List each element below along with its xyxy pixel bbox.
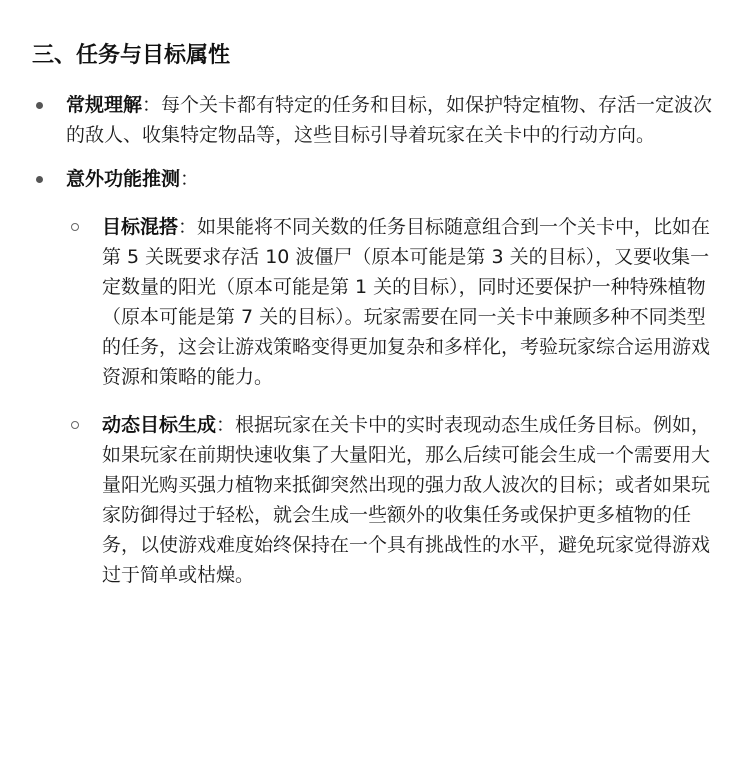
bullet-list xyxy=(32,90,721,590)
sub-item-text: 根据玩家在关卡中的实时表现动态生成任务目标。例如，如果玩家在前期快速收集了大量阳光，那么后续可能会生成一个需要用大量阳光购买强力植物来抵御突然出现的强力敌人波次的目标；或者如果玩家防御得过于轻松，就会生成一些额外的收集任务或保护更多植物的任务，以使游戏难度始终保持在一个具有挑战性的水平，避免玩家觉得游戏过于简单或枯燥。 xyxy=(102,414,711,586)
list-item-regular-understanding xyxy=(32,90,721,150)
section-heading: 三、任务与目标属性 xyxy=(32,43,231,68)
item-text: 每个关卡都有特定的任务和目标，如保护特定植物、存活一定波次的敌人、收集特定物品等，这些目标引导着玩家在关卡中的行动方向。 xyxy=(66,94,713,146)
item-separator: ： xyxy=(142,94,162,116)
sub-bullet-list xyxy=(66,212,721,590)
sub-item-separator: ： xyxy=(178,216,198,238)
item-separator: ： xyxy=(180,168,200,190)
item-term: 常规理解 xyxy=(66,94,143,116)
bullet-circle-icon xyxy=(71,421,79,429)
sub-item-goal-mixing xyxy=(66,212,721,392)
list-item-unexpected-features xyxy=(32,164,721,590)
sub-item-term: 动态目标生成 xyxy=(102,414,217,436)
bullet-dot-icon xyxy=(36,176,43,183)
sub-item-separator: ： xyxy=(216,414,236,436)
item-term: 意外功能推测 xyxy=(66,168,181,190)
sub-item-text: 如果能将不同关数的任务目标随意组合到一个关卡中，比如在第 5 关既要求存活 10 波僵尸（原本可能是第 3 关的目标），又要收集一定数量的阳光（原本可能是第 1 关的目标），同时还要保护一种特殊植物（原本可能是第 7 关的目标）。玩家需要在同一关卡中兼顾多种不同类型的任务，这会让游戏策略变得更加复杂和多样化，考验玩家综合运用游戏资源和策略的能力。 xyxy=(102,216,711,388)
sub-item-dynamic-goal-generation xyxy=(66,410,721,590)
bullet-dot-icon xyxy=(36,102,43,109)
bullet-circle-icon xyxy=(71,223,79,231)
sub-item-term: 目标混搭 xyxy=(102,216,179,238)
